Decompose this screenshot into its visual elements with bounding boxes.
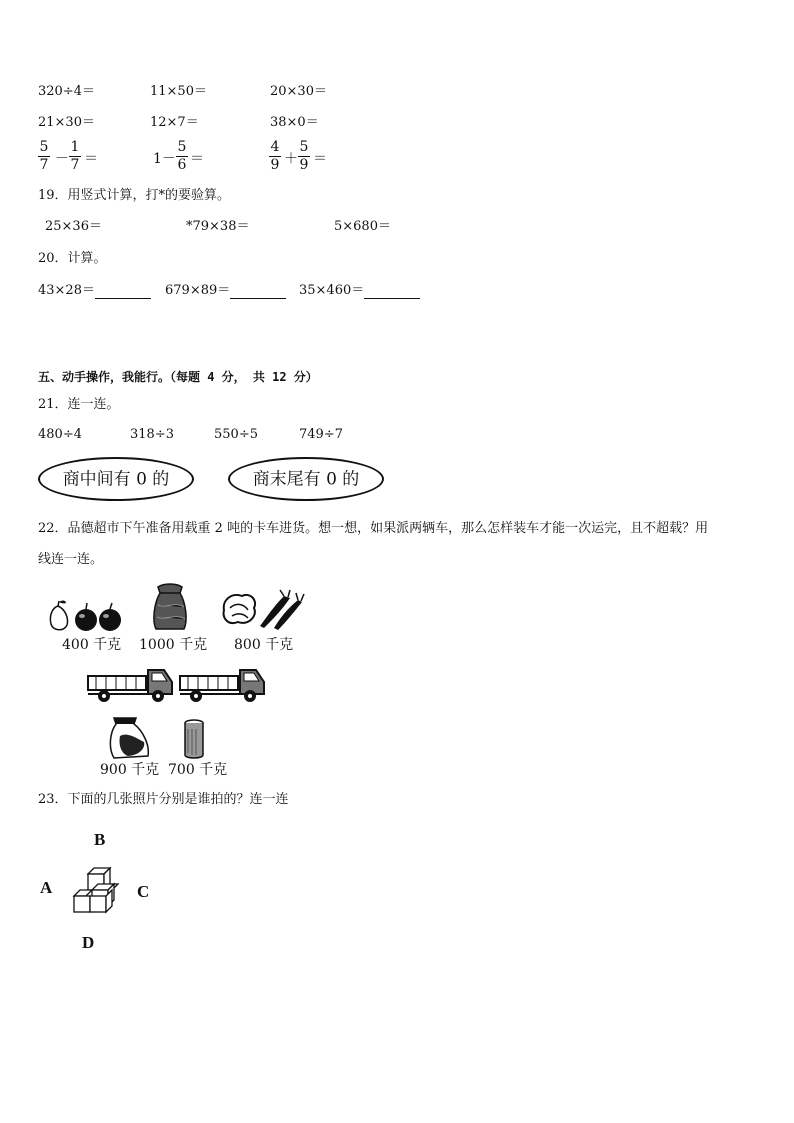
calc-item: 38×0＝ [270,115,319,130]
division-item: 749÷7 [299,427,343,442]
oval-end-zero[interactable] [228,457,384,501]
division-item: 318÷3 [130,427,174,442]
fraction: 5 7 [39,139,49,173]
viewer-label-c[interactable]: C [137,882,150,901]
vertical-calc-item: 5×680＝ [334,219,391,234]
answer-blank[interactable] [230,298,286,299]
truck-icon[interactable] [178,664,268,704]
calc-blank-item: 679×89＝ [165,283,286,299]
vertical-calc-item: 25×36＝ [45,219,102,234]
answer-blank[interactable] [364,298,420,299]
vertical-calc-item: *79×38＝ [186,219,250,234]
answer-blank[interactable] [95,298,151,299]
question-22-line2: 线连一连。 [38,552,104,567]
section-5-heading: 五、动手操作，我能行。（每题 4 分， 共 12 分） [38,370,318,384]
goods-weight-label: 400 千克 [62,637,122,653]
equals: ＝ [84,151,98,167]
calc-item: 20×30＝ [270,84,327,99]
viewer-label-a[interactable]: A [40,878,53,897]
fraction: 1 7 [70,139,80,173]
calc-item: 21×30＝ [38,115,95,130]
division-item: 480÷4 [38,427,82,442]
goods-weight-label: 900 千克 [100,762,160,778]
vegetables-icon [220,590,304,630]
goods-weight-label: 700 千克 [168,762,228,778]
can-icon [182,719,206,759]
operator: 1－ [153,151,176,167]
sack-icon [150,583,190,633]
operator: － [55,151,69,167]
truck-icon[interactable] [86,664,176,704]
question-21-title: 21．连一连。 [38,397,120,412]
calc-item: 12×7＝ [150,115,199,130]
calc-item: 11×50＝ [150,84,207,99]
calc-blank-item: 35×460＝ [299,283,420,299]
operator: ＋ [284,151,298,167]
equals: ＝ [190,151,204,167]
question-19-title: 19．用竖式计算，打*的要验算。 [38,188,231,203]
question-20-title: 20．计算。 [38,251,107,266]
goods-weight-label: 800 千克 [234,637,294,653]
oval-label: 商中间有 0 的 [62,469,170,490]
oval-middle-zero[interactable] [38,457,194,501]
goods-weight-label: 1000 千克 [139,637,208,653]
fraction: 5 6 [177,139,187,173]
fraction: 4 9 [270,139,280,173]
viewer-label-b[interactable]: B [94,830,106,849]
question-22-line1: 22．品德超市下午准备用载重 2 吨的卡车进货。想一想，如果派两辆车，那么怎样装车才能一次运完，且不超载？用 [38,521,709,536]
oval-label: 商末尾有 0 的 [252,469,360,490]
equals: ＝ [313,151,327,167]
fraction: 5 9 [299,139,309,173]
calc-blank-item: 43×28＝ [38,283,151,299]
bag-icon [106,716,152,760]
calc-item: 320÷4＝ [38,84,95,99]
fruit-icon [46,598,124,634]
question-23-title: 23．下面的几张照片分别是谁拍的？连一连 [38,792,289,807]
cube-stack-icon [70,864,122,918]
division-item: 550÷5 [214,427,258,442]
viewer-label-d[interactable]: D [82,933,95,952]
